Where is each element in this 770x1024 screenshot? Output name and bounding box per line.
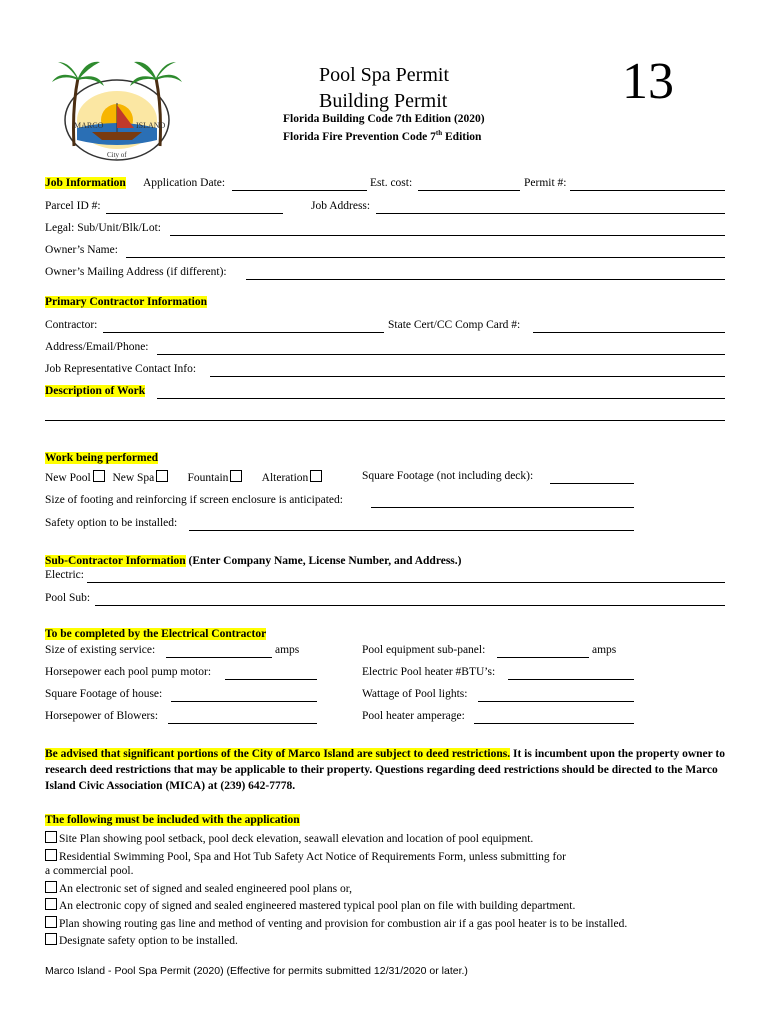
- sq-house-label: Square Footage of house:: [45, 688, 163, 700]
- parcel-id-label: Parcel ID #:: [45, 200, 101, 212]
- description-of-work-heading: Description of Work: [45, 385, 146, 397]
- application-date-field[interactable]: [232, 190, 367, 191]
- owners-mailing-field[interactable]: [246, 279, 725, 280]
- alteration-checkbox[interactable]: [310, 470, 322, 482]
- heater-amperage-label: Pool heater amperage:: [362, 710, 465, 722]
- new-spa-label: New Spa: [112, 472, 155, 484]
- hp-blowers-label: Horsepower of Blowers:: [45, 710, 159, 722]
- code-line-2: Florida Fire Prevention Code 7th Edition: [283, 129, 482, 143]
- legal-field[interactable]: [170, 235, 725, 236]
- address-email-phone-field[interactable]: [157, 354, 725, 355]
- heater-amperage-field[interactable]: [474, 723, 634, 724]
- job-rep-field[interactable]: [210, 376, 725, 377]
- wattage-field[interactable]: [478, 701, 634, 702]
- heater-btu-label: Electric Pool heater #BTU’s:: [362, 666, 496, 678]
- state-cert-label: State Cert/CC Comp Card #:: [388, 319, 521, 331]
- code-line-1: Florida Building Code 7th Edition (2020): [283, 113, 485, 125]
- est-cost-label: Est. cost:: [370, 177, 413, 189]
- address-email-phone-label: Address/Email/Phone:: [45, 341, 149, 353]
- new-spa-checkbox[interactable]: [156, 470, 168, 482]
- wattage-label: Wattage of Pool lights:: [362, 688, 468, 700]
- checklist-heading: The following must be included with the application: [45, 814, 300, 826]
- new-pool-label: New Pool: [45, 472, 91, 484]
- electrical-heading: To be completed by the Electrical Contractor: [45, 628, 267, 640]
- checklist-item-2: Residential Swimming Pool, Spa and Hot Tub Safety Act Notice of Requirements Form, unless submitting for: [45, 849, 566, 863]
- work-performed-heading: Work being performed: [45, 452, 159, 464]
- contractor-field[interactable]: [103, 332, 384, 333]
- work-type-row: [45, 470, 324, 484]
- job-address-field[interactable]: [376, 213, 725, 214]
- parcel-id-field[interactable]: [106, 213, 283, 214]
- permit-no-label: Permit #:: [524, 177, 567, 189]
- page-footer: Marco Island - Pool Spa Permit (2020) (Effective for permits submitted 12/31/2020 or later.): [45, 965, 468, 977]
- svg-text:ISLAND: ISLAND: [136, 121, 166, 130]
- square-footage-field[interactable]: [550, 483, 634, 484]
- state-cert-field[interactable]: [533, 332, 725, 333]
- safety-option-field[interactable]: [189, 530, 634, 531]
- footing-label: Size of footing and reinforcing if screen enclosure is anticipated:: [45, 494, 343, 506]
- new-pool-checkbox[interactable]: [93, 470, 105, 482]
- owners-mailing-label: Owner’s Mailing Address (if different):: [45, 266, 227, 278]
- existing-service-label: Size of existing service:: [45, 644, 156, 656]
- job-address-label: Job Address:: [311, 200, 371, 212]
- checklist-checkbox-6[interactable]: [45, 933, 57, 945]
- city-seal-logo: [52, 58, 182, 162]
- hp-pump-field[interactable]: [225, 679, 317, 680]
- checklist-item-2-cont: a commercial pool.: [45, 865, 134, 877]
- sq-house-field[interactable]: [171, 701, 317, 702]
- svg-text:City of: City of: [107, 151, 127, 159]
- amps-unit-1: amps: [275, 644, 300, 656]
- sub-contractor-heading: Sub-Contractor Information (Enter Company Name, License Number, and Address.): [45, 555, 462, 567]
- checklist-item-1: Site Plan showing pool setback, pool deck elevation, seawall elevation and location of pool equipment.: [45, 831, 533, 845]
- subpanel-field[interactable]: [497, 657, 589, 658]
- alteration-label: Alteration: [261, 472, 309, 484]
- amps-unit-2: amps: [592, 644, 617, 656]
- owners-name-field[interactable]: [126, 257, 725, 258]
- job-rep-label: Job Representative Contact Info:: [45, 363, 197, 375]
- checklist-item-4: An electronic copy of signed and sealed engineered mastered typical pool plan on file with building department.: [45, 898, 575, 912]
- pool-sub-field[interactable]: [95, 605, 725, 606]
- hp-blowers-field[interactable]: [168, 723, 317, 724]
- footing-field[interactable]: [371, 507, 634, 508]
- checklist-checkbox-5[interactable]: [45, 916, 57, 928]
- safety-option-label: Safety option to be installed:: [45, 517, 178, 529]
- existing-service-field[interactable]: [166, 657, 272, 658]
- application-date-label: Application Date:: [143, 177, 226, 189]
- fountain-checkbox[interactable]: [230, 470, 242, 482]
- square-footage-label: Square Footage (not including deck):: [362, 470, 534, 482]
- contractor-heading: Primary Contractor Information: [45, 296, 208, 308]
- title-line-2: Building Permit: [319, 90, 448, 112]
- contractor-label: Contractor:: [45, 319, 98, 331]
- description-field-1[interactable]: [157, 398, 725, 399]
- deed-restriction-notice: Be advised that significant portions of the City of Marco Island are subject to deed restrictions. It is incumbent upon the property owner to research deed restrictions that may be applicable to their property. Questions regarding deed restrictions should be directed to the Marco Island Civic Association (MICA) at (239) 642-7778.: [45, 748, 725, 792]
- job-info-heading: Job Information: [45, 177, 126, 189]
- hp-pump-label: Horsepower each pool pump motor:: [45, 666, 212, 678]
- checklist-checkbox-3[interactable]: [45, 881, 57, 893]
- description-field-2[interactable]: [45, 420, 725, 421]
- checklist-item-3: An electronic set of signed and sealed engineered pool plans or,: [45, 881, 352, 895]
- checklist-checkbox-1[interactable]: [45, 831, 57, 843]
- page-number: 13: [622, 53, 674, 110]
- title-line-1: Pool Spa Permit: [319, 64, 450, 86]
- checklist-checkbox-4[interactable]: [45, 898, 57, 910]
- svg-text:MARCO: MARCO: [74, 121, 104, 130]
- checklist-item-5: Plan showing routing gas line and method of venting and provision for combustion air if a gas pool heater is to be installed.: [45, 916, 627, 930]
- electric-field[interactable]: [87, 582, 725, 583]
- checklist-item-6: Designate safety option to be installed.: [45, 933, 238, 947]
- permit-no-field[interactable]: [570, 190, 725, 191]
- pool-sub-label: Pool Sub:: [45, 592, 91, 604]
- checklist-checkbox-2[interactable]: [45, 849, 57, 861]
- legal-label: Legal: Sub/Unit/Blk/Lot:: [45, 222, 161, 234]
- owners-name-label: Owner’s Name:: [45, 244, 118, 256]
- subpanel-label: Pool equipment sub-panel:: [362, 644, 486, 656]
- est-cost-field[interactable]: [418, 190, 520, 191]
- fountain-label: Fountain: [187, 472, 229, 484]
- heater-btu-field[interactable]: [508, 679, 634, 680]
- electric-label: Electric:: [45, 569, 84, 581]
